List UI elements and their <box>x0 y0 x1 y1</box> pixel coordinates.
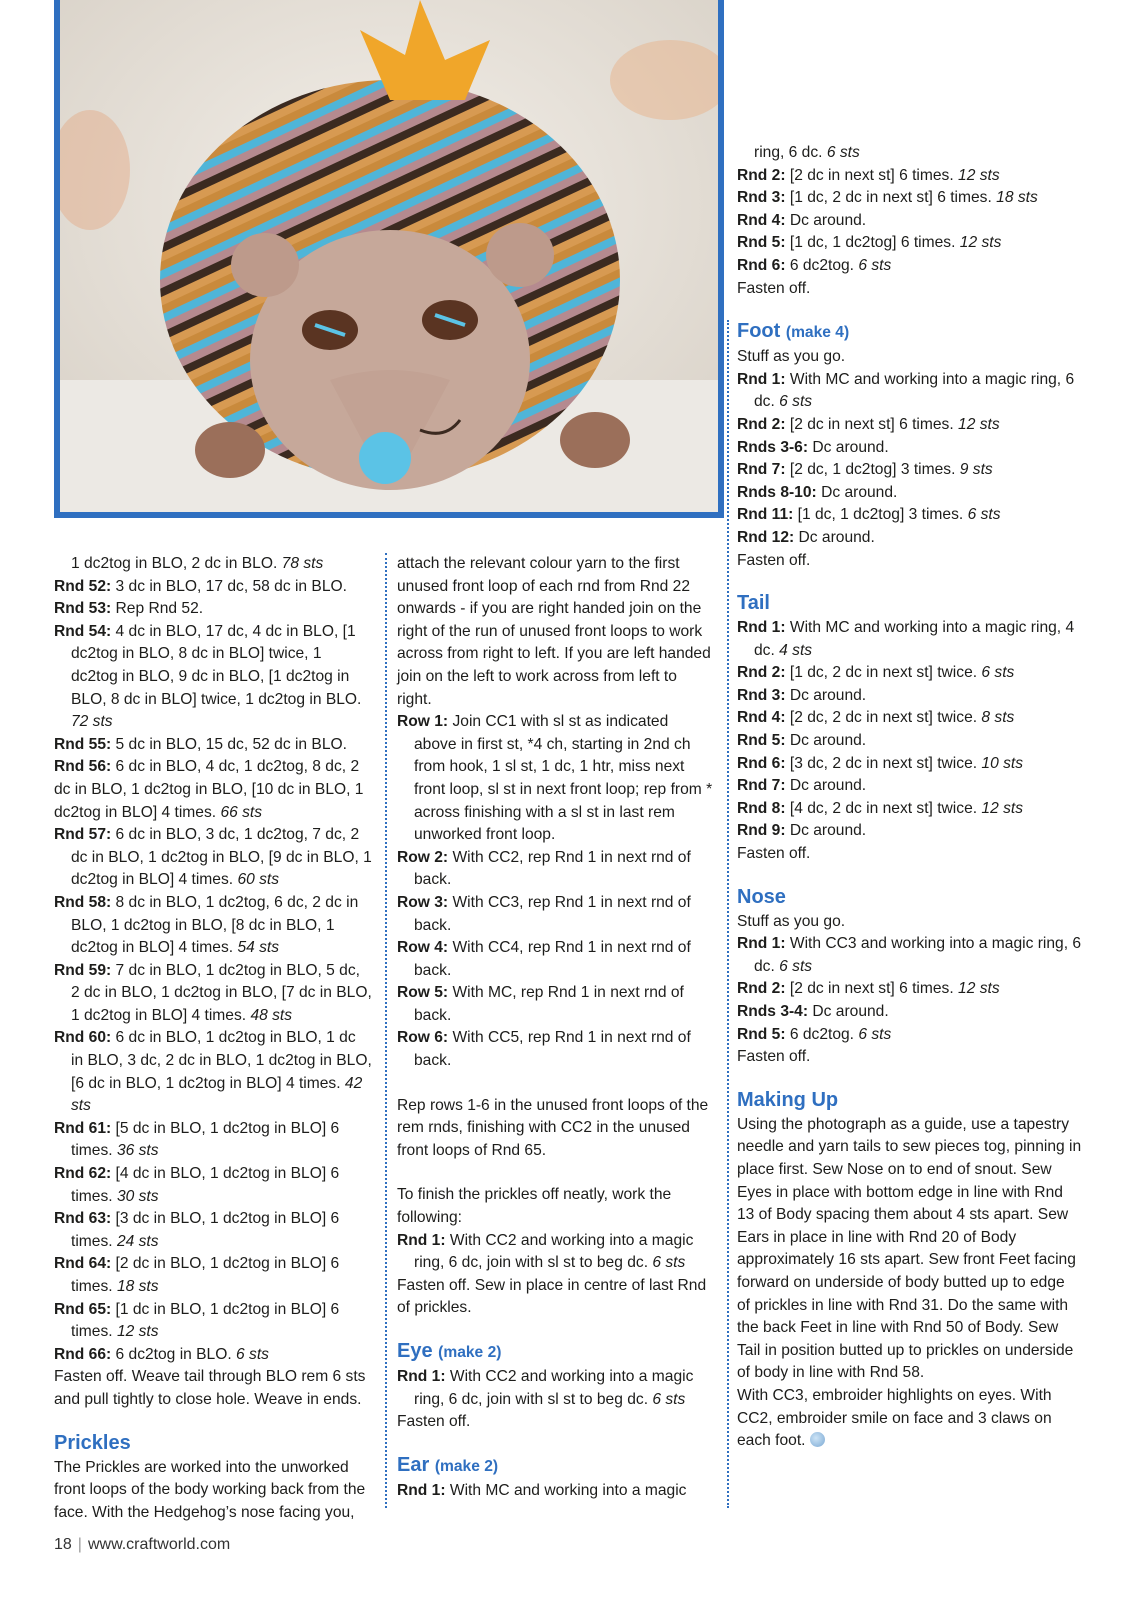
instruction-line: Rnd 1: With MC and working into a magic <box>397 1481 687 1499</box>
making-up-text: With CC3, embroider highlights on eyes. With CC2, embroider smile on face and 3 claws on each foot. <box>737 1386 1052 1450</box>
instruction-line: Rnd 2: [2 dc in next st] 6 times. 12 sts <box>737 166 1000 184</box>
making-up-text: Using the photograph as a guide, use a tapestry needle and yarn tails to sew pieces tog, pinning in place first. Sew Nose on to end of snout. Sew Eyes in place with bottom edge in line with Rnd 13 of Body spacing them about 4 sts apart. Sew Ears in place in line with Rnd 20 of Body approximately 16 sts apart. Sew front Feet facing forward on underside of body butted up to edge of prickles in line with Rnd 31. Do the same with the back Feet in line with Rnd 50 of Body. Sew Tail in position butted up to prickles on underside of body in line with Rnd 58. <box>737 1115 1082 1382</box>
column-divider <box>385 553 387 1508</box>
instruction-line: Rnd 57: 6 dc in BLO, 3 dc, 1 dc2tog, 7 dc, 2 dc in BLO, 1 dc2tog in BLO, [9 dc in BLO, 1 dc2tog in BLO] 4 times. 60 sts <box>54 826 372 889</box>
instruction-line: Row 2: With CC2, rep Rnd 1 in next rnd of back. <box>397 848 691 889</box>
instruction-line: Rnd 7: Dc around. <box>737 777 867 795</box>
instruction-line: ring, 6 dc. 6 sts <box>754 144 860 161</box>
prickles-intro: The Prickles are worked into the unworked front loops of the body working back from the face. With the Hedgehog’s nose facing you, <box>54 1458 366 1521</box>
instruction-line: Rnd 4: [2 dc, 2 dc in next st] twice. 8 sts <box>737 709 1015 727</box>
instruction-line: Rnd 5: Dc around. <box>737 732 867 750</box>
instruction-line: Rnd 5: [1 dc, 1 dc2tog] 6 times. 12 sts <box>737 234 1002 252</box>
fasten-off: Fasten off. <box>737 845 811 863</box>
instruction-line: Row 6: With CC5, rep Rnd 1 in next rnd of back. <box>397 1029 691 1070</box>
column-divider <box>727 320 729 1508</box>
instruction-line: Rnd 9: Dc around. <box>737 822 867 840</box>
instruction-line: Rnd 66: 6 dc2tog in BLO. 6 sts <box>54 1345 269 1363</box>
instruction-line: Rnd 52: 3 dc in BLO, 17 dc, 58 dc in BLO. <box>54 577 347 595</box>
instruction-line: Row 1: Join CC1 with sl st as indicated above in first st, *4 ch, starting in 2nd ch from hook, 1 sl st, 1 dc, 1 htr, miss next front loop, sl st in next front loop; rep from * across finishing with a sl st in last rem unworked front loop. <box>397 713 713 844</box>
prickles-intro-cont: attach the relevant colour yarn to the first unused front loop of each rnd from Rnd 22 onwards - if you are right handed join on the right of the run of unused front loops to work across from right to left. If you are left handed join on the left to work across from left to right. <box>397 555 711 708</box>
instruction-line: Rnd 56: 6 dc in BLO, 4 dc, 1 dc2tog, 8 dc, 2 dc in BLO, 1 dc2tog in BLO, [10 dc in BLO, 1 dc2tog in BLO] 4 times. 66 sts <box>54 758 364 821</box>
instruction-line: Rnd 8: [4 dc, 2 dc in next st] twice. 12 sts <box>737 799 1024 817</box>
section-heading-nose: Nose <box>737 885 786 908</box>
instruction-line: Row 3: With CC3, rep Rnd 1 in next rnd of back. <box>397 893 691 934</box>
page-number: 18 <box>54 1536 72 1553</box>
instruction-line: Rnd 7: [2 dc, 1 dc2tog] 3 times. 9 sts <box>737 461 993 479</box>
instruction-line: Rnd 3: [1 dc, 2 dc in next st] 6 times. 18 sts <box>737 189 1038 207</box>
instruction-line: Rnds 8-10: Dc around. <box>737 483 898 501</box>
instruction-line: Rnd 6: [3 dc, 2 dc in next st] twice. 10 sts <box>737 754 1024 772</box>
instruction-line: Rnds 3-6: Dc around. <box>737 438 889 456</box>
instruction-line: Rnd 11: [1 dc, 1 dc2tog] 3 times. 6 sts <box>737 506 1001 524</box>
rep-rows-text: Rep rows 1-6 in the unused front loops of the rem rnds, finishing with CC2 in the unused front loops of Rnd 65. <box>397 1096 709 1159</box>
instruction-line: Rnd 61: [5 dc in BLO, 1 dc2tog in BLO] 6 times. 36 sts <box>54 1119 340 1160</box>
instruction-line: 1 dc2tog in BLO, 2 dc in BLO. 78 sts <box>71 555 324 572</box>
section-heading-eye: Eye (make 2) <box>397 1340 502 1362</box>
instruction-line: Rnd 60: 6 dc in BLO, 1 dc2tog in BLO, 1 dc in BLO, 3 dc, 2 dc in BLO, 1 dc2tog in BLO, [6 dc in BLO, 1 dc2tog in BLO] 4 times. 42 sts <box>54 1029 372 1115</box>
hedgehog-photo <box>54 0 724 518</box>
instruction-line: Rnd 2: [2 dc in next st] 6 times. 12 sts <box>737 415 1000 433</box>
instruction-line: Rnd 62: [4 dc in BLO, 1 dc2tog in BLO] 6 times. 30 sts <box>54 1165 340 1205</box>
page-footer: 18 | www.craftworld.com <box>54 1536 231 1553</box>
section-heading-making-up: Making Up <box>737 1088 839 1111</box>
instruction-line: Row 5: With MC, rep Rnd 1 in next rnd of back. <box>397 984 684 1024</box>
instruction-line: Rnd 1: With CC3 and working into a magic ring, 6 dc. 6 sts <box>737 935 1082 975</box>
instruction-line: Rnd 63: [3 dc in BLO, 1 dc2tog in BLO] 6 times. 24 sts <box>54 1210 340 1250</box>
instruction-line: Rnd 1: With CC2 and working into a magic ring, 6 dc, join with sl st to beg dc. 6 sts <box>397 1231 694 1272</box>
column-3 <box>737 142 1082 1453</box>
instruction-line: Rnd 55: 5 dc in BLO, 15 dc, 52 dc in BLO. <box>54 735 347 753</box>
yarn-ball-icon <box>810 1432 825 1447</box>
instruction-line: Rnd 53: Rep Rnd 52. <box>54 600 204 618</box>
fasten-off: Fasten off. <box>397 1413 471 1431</box>
section-heading-prickles: Prickles <box>54 1431 131 1454</box>
instruction-line: Rnd 2: [2 dc in next st] 6 times. 12 sts <box>737 980 1000 998</box>
finish-intro: To finish the prickles off neatly, work the following: <box>397 1186 672 1227</box>
instruction-line: Rnd 1: With CC2 and working into a magic ring, 6 dc, join with sl st to beg dc. 6 sts <box>397 1368 694 1408</box>
column-1 <box>54 553 372 1524</box>
instruction-line: Row 4: With CC4, rep Rnd 1 in next rnd of back. <box>397 939 691 979</box>
instruction-line: Rnd 2: [1 dc, 2 dc in next st] twice. 6 sts <box>737 664 1015 682</box>
instruction-line: Rnd 1: With MC and working into a magic ring, 6 dc. 6 sts <box>737 370 1075 411</box>
section-heading-ear: Ear (make 2) <box>397 1453 499 1476</box>
website-url[interactable]: www.craftworld.com <box>87 1536 231 1553</box>
fasten-off: Fasten off. <box>737 1048 811 1066</box>
instruction-line: Rnd 58: 8 dc in BLO, 1 dc2tog, 6 dc, 2 dc in BLO, 1 dc2tog in BLO, [8 dc in BLO, 1 dc2tog in BLO] 4 times. 54 sts <box>54 893 359 957</box>
instruction-line: Rnds 3-4: Dc around. <box>737 1003 889 1020</box>
instruction-line: Rnd 64: [2 dc in BLO, 1 dc2tog in BLO] 6 times. 18 sts <box>54 1255 340 1295</box>
fasten-off: Fasten off. <box>737 551 811 569</box>
instruction-line: Rnd 54: 4 dc in BLO, 17 dc, 4 dc in BLO, [1 dc2tog in BLO, 8 dc in BLO] twice, 1 dc2tog in BLO, 9 dc in BLO, [1 dc2tog in BLO, 8 dc in BLO] twice, 1 dc2tog in BLO. 72 sts <box>54 622 362 731</box>
instruction-line: Rnd 5: 6 dc2tog. 6 sts <box>737 1025 892 1043</box>
instruction-line: Rnd 4: Dc around. <box>737 211 867 229</box>
column-2 <box>397 553 715 1502</box>
instruction-line: Rnd 6: 6 dc2tog. 6 sts <box>737 256 892 274</box>
fasten-off: Fasten off. <box>737 279 811 297</box>
instruction-line: Rnd 12: Dc around. <box>737 528 875 546</box>
foot-note: Stuff as you go. <box>737 348 846 366</box>
finish-text: Fasten off. Weave tail through BLO rem 6 sts and pull tightly to close hole. Weave in ends. <box>54 1368 366 1408</box>
section-heading-foot: Foot (make 4) <box>737 320 850 343</box>
instruction-line: Rnd 59: 7 dc in BLO, 1 dc2tog in BLO, 5 dc, 2 dc in BLO, 1 dc2tog in BLO, [7 dc in BLO, 1 dc2tog in BLO] 4 times. 48 sts <box>54 961 372 1024</box>
nose-note: Stuff as you go. <box>737 912 846 930</box>
instruction-line: Rnd 65: [1 dc in BLO, 1 dc2tog in BLO] 6 times. 12 sts <box>54 1300 340 1341</box>
section-heading-tail: Tail <box>737 592 770 615</box>
instruction-line: Rnd 1: With MC and working into a magic ring, 4 dc. 4 sts <box>737 619 1075 659</box>
instruction-line: Rnd 3: Dc around. <box>737 686 867 704</box>
finish-end: Fasten off. Sew in place in centre of last Rnd of prickles. <box>397 1276 707 1317</box>
